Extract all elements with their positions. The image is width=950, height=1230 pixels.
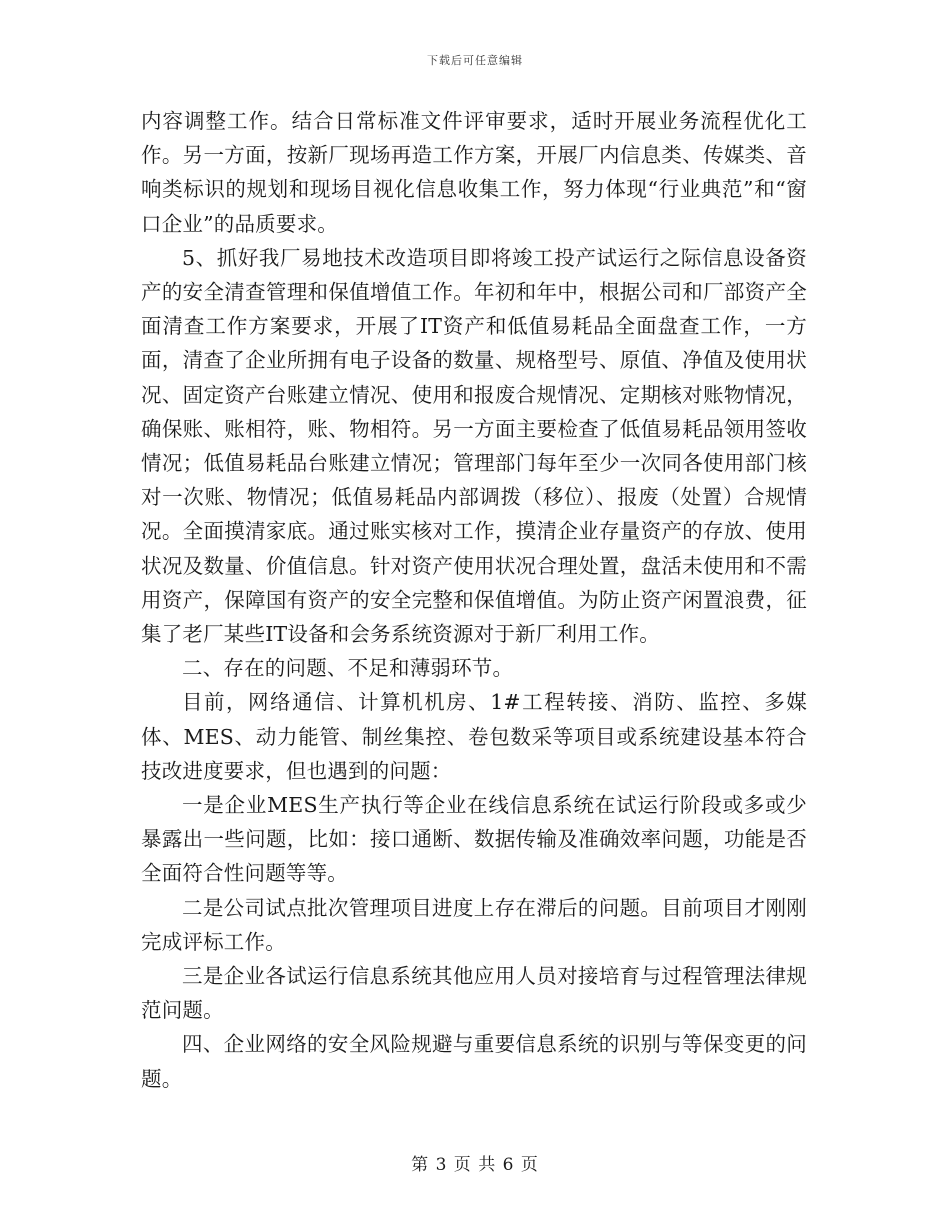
paragraph-1: 内容调整工作。结合日常标准文件评审要求，适时开展业务流程优化工作。另一方面，按新厂现场再造工作方案，开展厂内信息类、传媒类、音响类标识的规划和现场目视化信息收集工作，努力体现“行业典范”和“窗口企业”的品质要求。 <box>141 109 807 236</box>
paragraph-3: 目前，网络通信、计算机机房、1#工程转接、消防、监控、多媒体、MES、动力能管、制丝集控、卷包数采等项目或系统建设基本符合技改进度要求，但也遇到的问题： <box>141 690 807 783</box>
page-footer <box>0 1150 950 1175</box>
section-heading: 二、存在的问题、不足和薄弱环节。 <box>182 656 514 681</box>
footer-label-page: 第 <box>411 1155 430 1175</box>
footer-total-pages: 6 <box>502 1155 515 1175</box>
footer-label-page-unit: 页 <box>453 1155 472 1175</box>
paragraph-5: 二是公司试点批次管理项目进度上存在滞后的问题。目前项目才刚刚完成评标工作。 <box>141 895 807 954</box>
paragraph-6: 三是企业各试运行信息系统其他应用人员对接培育与过程管理法律规范问题。 <box>141 964 807 1023</box>
paragraph-4: 一是企业MES生产执行等企业在线信息系统在试运行阶段或多或少暴露出一些问题，比如：接口通断、数据传输及准确效率问题，功能是否全面符合性问题等等。 <box>141 793 807 886</box>
footer-label-total-unit: 页 <box>520 1155 539 1175</box>
document-body <box>141 104 807 1096</box>
paragraph-2: 5、抓好我厂易地技术改造项目即将竣工投产试运行之际信息设备资产的安全清查管理和保值增值工作。年初和年中，根据公司和厂部资产全面清查工作方案要求，开展了IT资产和低值易耗品全面盘查工作，一方面，清查了企业所拥有电子设备的数量、规格型号、原值、净值及使用状况、固定资产台账建立情况、使用和报废合规情况、定期核对账物情况，确保账、账相符，账、物相符。另一方面主要检查了低值易耗品领用签收情况；低值易耗品台账建立情况；管理部门每年至少一次同各使用部门核对一次账、物情况；低值易耗品内部调拨（移位）、报废（处置）合规情况。全面摸清家底。通过账实核对工作，摸清企业存量资产的存放、使用状况及数量、价值信息。针对资产使用状况合理处置，盘活未使用和不需用资产，保障国有资产的安全完整和保值增值。为防止资产闲置浪费，征集了老厂某些IT设备和会务系统资源对于新厂利用工作。 <box>141 245 807 647</box>
paragraph-7: 四、企业网络的安全风险规避与重要信息系统的识别与等保变更的问题。 <box>141 1032 807 1091</box>
page-header-note: 下载后可任意编辑 <box>427 54 523 67</box>
footer-current-page: 3 <box>435 1155 448 1175</box>
footer-label-total: 共 <box>478 1155 497 1175</box>
